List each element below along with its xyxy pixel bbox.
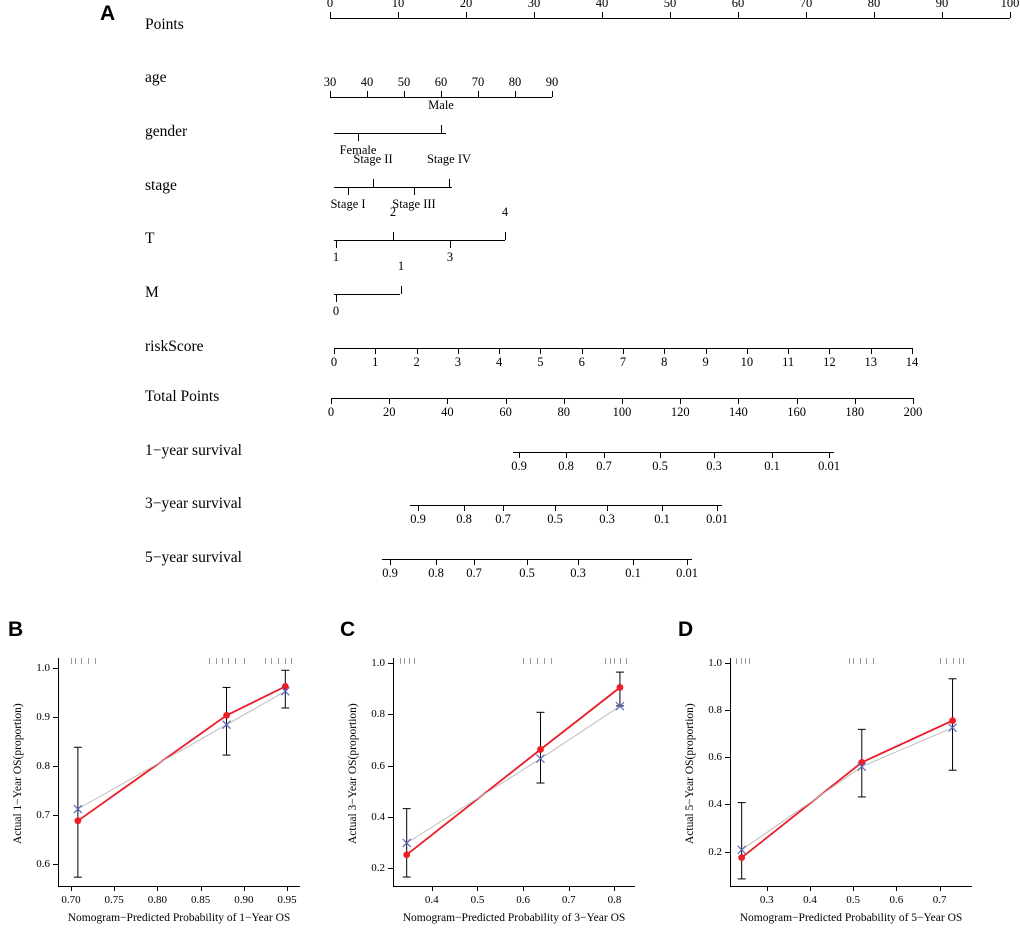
nomogram-tick-label-survival-5-year: 0.9 xyxy=(382,566,398,580)
x-tick-label-c: 0.4 xyxy=(424,894,439,906)
y-axis-label-c: Actual 3−Year OS(proportion) xyxy=(347,703,359,844)
nomogram-tick-survival-3-year xyxy=(717,505,718,511)
nomogram-tick-survival-1-year xyxy=(604,452,605,458)
nomogram-tick-age xyxy=(367,91,368,97)
y-tick-label-b: 0.8 xyxy=(36,759,50,772)
nomogram-tick-age xyxy=(552,91,553,97)
nomogram-tick-label-total-points: 160 xyxy=(787,405,806,419)
nomogram-tick-survival-1-year xyxy=(566,452,567,458)
nomogram-category-label-stage: Stage II xyxy=(353,152,393,166)
y-tick-label-c: 0.8 xyxy=(371,708,385,721)
nomogram-tick-label-riskScore: 13 xyxy=(864,355,877,369)
nomogram-tick-points xyxy=(874,12,875,18)
nomogram-tick-stage xyxy=(348,187,349,195)
nomogram-tick-age xyxy=(515,91,516,97)
nomogram-tick-total-points xyxy=(564,398,565,404)
nomogram-tick-riskScore xyxy=(334,348,335,354)
y-tick-label-c: 0.4 xyxy=(371,810,385,823)
nomogram-tick-label-riskScore: 2 xyxy=(413,355,420,369)
nomogram-tick-label-total-points: 200 xyxy=(903,405,923,419)
x-axis-label-b: Nomogram−Predicted Probability of 1−Year OS xyxy=(67,912,291,924)
nomogram-tick-label-points: 0 xyxy=(326,0,334,10)
nomogram-tick-total-points xyxy=(506,398,507,404)
nomogram-tick-survival-5-year xyxy=(687,559,688,565)
nomogram-tick-riskScore xyxy=(747,348,748,354)
nomogram-category-label-T: 1 xyxy=(332,250,340,264)
nomogram-axis-gender xyxy=(334,133,446,134)
y-tick-label-b: 0.6 xyxy=(36,857,50,870)
nomogram-tick-survival-3-year xyxy=(418,505,419,511)
x-tick-label-d: 0.4 xyxy=(803,894,817,906)
nomogram-tick-label-points: 80 xyxy=(867,0,881,10)
nomogram-tick-stage xyxy=(449,179,450,187)
y-tick-label-c: 1.0 xyxy=(371,657,385,670)
series-line-c xyxy=(407,688,620,855)
nomogram-tick-T xyxy=(336,240,337,248)
y-tick-label-d: 0.2 xyxy=(708,845,722,858)
nomogram-tick-total-points xyxy=(680,398,681,404)
nomogram-tick-total-points xyxy=(855,398,856,404)
nomogram-tick-label-total-points: 40 xyxy=(441,405,454,419)
y-tick-label-b: 1.0 xyxy=(36,661,50,674)
nomogram-tick-total-points xyxy=(389,398,390,404)
data-point-c xyxy=(537,746,544,753)
x-tick-label-c: 0.5 xyxy=(470,894,485,906)
nomogram-tick-label-riskScore: 5 xyxy=(537,355,544,369)
nomogram-tick-label-survival-5-year: 0.01 xyxy=(676,566,698,580)
nomogram-tick-points xyxy=(1010,12,1011,18)
nomogram-tick-T xyxy=(505,232,506,240)
nomogram-row-label-survival-5-year: 5−year survival xyxy=(145,549,242,566)
nomogram-tick-survival-3-year xyxy=(555,505,556,511)
nomogram-tick-label-points: 10 xyxy=(391,0,405,10)
nomogram-tick-points xyxy=(942,12,943,18)
x-tick-label-d: 0.6 xyxy=(889,894,904,906)
y-axis-label-b: Actual 1−Year OS(proportion) xyxy=(12,703,24,844)
nomogram-tick-label-riskScore: 4 xyxy=(496,355,503,369)
nomogram-tick-age xyxy=(441,91,442,97)
series-line-b xyxy=(78,686,285,820)
nomogram-tick-label-riskScore: 10 xyxy=(740,355,754,369)
nomogram-tick-label-survival-3-year: 0.01 xyxy=(706,512,728,526)
nomogram-row-label-total-points: Total Points xyxy=(145,388,220,405)
nomogram-tick-total-points xyxy=(913,398,914,404)
nomogram-tick-label-points: 90 xyxy=(935,0,949,10)
nomogram-tick-label-age: 60 xyxy=(434,75,448,89)
nomogram-tick-points xyxy=(330,12,331,18)
data-point-c xyxy=(403,851,410,858)
nomogram-tick-label-riskScore: 6 xyxy=(578,355,585,369)
nomogram-tick-label-riskScore: 11 xyxy=(782,355,795,369)
nomogram-tick-label-survival-3-year: 0.1 xyxy=(654,512,670,526)
nomogram-tick-T xyxy=(450,240,451,248)
nomogram-tick-survival-1-year xyxy=(519,452,520,458)
nomogram-tick-gender xyxy=(441,125,442,133)
nomogram-tick-points xyxy=(806,12,807,18)
data-point-b xyxy=(74,817,81,824)
nomogram-tick-label-total-points: 140 xyxy=(729,405,748,419)
nomogram-axis-stage xyxy=(334,187,452,188)
y-tick-label-b: 0.7 xyxy=(36,808,50,821)
nomogram-tick-label-total-points: 60 xyxy=(499,405,512,419)
nomogram-tick-label-survival-5-year: 0.3 xyxy=(570,566,586,580)
nomogram-tick-riskScore xyxy=(582,348,583,354)
nomogram-axis-survival-3-year xyxy=(410,505,722,506)
nomogram-category-label-T: 2 xyxy=(389,205,397,219)
nomogram-row-label-M: M xyxy=(145,284,159,301)
nomogram-tick-survival-3-year xyxy=(503,505,504,511)
panel-letter-a: A xyxy=(100,2,116,25)
nomogram-tick-survival-3-year xyxy=(607,505,608,511)
nomogram-tick-age xyxy=(330,91,331,97)
x-tick-label-b: 0.70 xyxy=(61,894,81,906)
x-tick-label-c: 0.8 xyxy=(607,894,622,906)
nomogram-tick-label-survival-3-year: 0.7 xyxy=(495,512,511,526)
nomogram-tick-total-points xyxy=(331,398,332,404)
data-point-b xyxy=(223,712,230,719)
nomogram-category-label-gender: Male xyxy=(428,98,454,112)
nomogram-category-label-M: 0 xyxy=(332,304,340,318)
nomogram-tick-T xyxy=(393,232,394,240)
nomogram-tick-label-survival-3-year: 0.9 xyxy=(410,512,426,526)
nomogram-row-label-stage: stage xyxy=(145,177,177,194)
nomogram-tick-label-total-points: 20 xyxy=(382,405,396,419)
nomogram-tick-stage xyxy=(373,179,374,187)
x-tick-label-b: 0.75 xyxy=(104,894,124,906)
x-tick-label-b: 0.90 xyxy=(234,894,254,906)
nomogram-category-label-T: 3 xyxy=(446,250,454,264)
nomogram-row-label-age: age xyxy=(145,69,167,86)
series-line-b xyxy=(78,691,285,809)
y-tick-label-d: 1.0 xyxy=(708,656,722,669)
nomogram-tick-label-survival-3-year: 0.8 xyxy=(456,512,472,526)
nomogram-tick-label-riskScore: 1 xyxy=(372,355,379,369)
nomogram-tick-label-age: 40 xyxy=(360,75,374,89)
nomogram-tick-points xyxy=(534,12,535,18)
nomogram-tick-points xyxy=(466,12,467,18)
nomogram-row-label-gender: gender xyxy=(145,123,188,140)
nomogram-tick-stage xyxy=(414,187,415,195)
error-bar-d xyxy=(738,803,746,879)
x-tick-label-b: 0.85 xyxy=(190,894,211,906)
nomogram-tick-survival-5-year xyxy=(390,559,391,565)
panel-letter-b: B xyxy=(8,618,24,641)
nomogram-tick-label-survival-5-year: 0.8 xyxy=(428,566,444,580)
nomogram-tick-label-riskScore: 9 xyxy=(702,355,709,369)
x-tick-label-b: 0.95 xyxy=(277,894,297,906)
nomogram-tick-riskScore xyxy=(912,348,913,354)
nomogram-tick-label-riskScore: 14 xyxy=(905,355,919,369)
nomogram-tick-label-points: 20 xyxy=(459,0,473,10)
nomogram-tick-label-age: 80 xyxy=(508,75,522,89)
nomogram-tick-label-survival-1-year: 0.9 xyxy=(511,459,527,473)
nomogram-tick-label-survival-1-year: 0.1 xyxy=(764,459,780,473)
nomogram-tick-label-points: 50 xyxy=(663,0,677,10)
x-axis-label-c: Nomogram−Predicted Probability of 3−Year OS xyxy=(402,912,626,924)
x-tick-label-d: 0.5 xyxy=(846,894,861,906)
y-tick-label-b: 0.9 xyxy=(36,710,50,723)
nomogram-tick-riskScore xyxy=(458,348,459,354)
nomogram-tick-label-survival-1-year: 0.7 xyxy=(596,459,612,473)
nomogram-tick-label-survival-5-year: 0.5 xyxy=(519,566,535,580)
nomogram-category-label-M: 1 xyxy=(397,259,405,273)
series-layer-b xyxy=(58,658,320,906)
nomogram-tick-survival-5-year xyxy=(578,559,579,565)
y-tick-label-c: 0.6 xyxy=(371,759,385,772)
nomogram-tick-survival-3-year xyxy=(662,505,663,511)
nomogram-axis-survival-5-year xyxy=(382,559,692,560)
nomogram-tick-age xyxy=(404,91,405,97)
data-point-c xyxy=(617,684,624,691)
nomogram-tick-points xyxy=(398,12,399,18)
nomogram-axis-T xyxy=(334,240,505,241)
nomogram-tick-survival-5-year xyxy=(474,559,475,565)
nomogram-tick-label-points: 60 xyxy=(731,0,745,10)
nomogram-tick-riskScore xyxy=(540,348,541,354)
nomogram-tick-label-riskScore: 0 xyxy=(330,355,338,369)
nomogram-tick-label-age: 70 xyxy=(471,75,485,89)
nomogram-row-label-riskScore: riskScore xyxy=(145,338,204,355)
panel-letter-c: C xyxy=(340,618,356,641)
nomogram-tick-survival-5-year xyxy=(436,559,437,565)
nomogram-row-label-T: T xyxy=(145,230,155,247)
nomogram-category-label-gender: Female xyxy=(339,143,377,157)
nomogram-tick-label-riskScore: 12 xyxy=(823,355,836,369)
nomogram-tick-riskScore xyxy=(829,348,830,354)
nomogram-tick-label-total-points: 80 xyxy=(557,405,571,419)
nomogram-tick-label-survival-5-year: 0.1 xyxy=(625,566,641,580)
nomogram-tick-total-points xyxy=(447,398,448,404)
y-tick-label-d: 0.6 xyxy=(708,751,722,764)
nomogram-tick-M xyxy=(336,294,337,302)
panel-letter-d: D xyxy=(678,618,694,641)
y-tick-label-d: 0.4 xyxy=(708,798,722,811)
nomogram-tick-survival-1-year xyxy=(829,452,830,458)
nomogram-tick-M xyxy=(401,286,402,294)
nomogram-category-label-stage: Stage I xyxy=(330,197,366,211)
nomogram-tick-label-survival-1-year: 0.8 xyxy=(558,459,574,473)
nomogram-tick-label-age: 30 xyxy=(323,75,337,89)
nomogram-tick-total-points xyxy=(622,398,623,404)
nomogram-tick-label-total-points: 100 xyxy=(612,405,632,419)
nomogram-tick-riskScore xyxy=(499,348,500,354)
series-layer-d xyxy=(730,658,992,906)
x-tick-label-d: 0.3 xyxy=(759,894,774,906)
nomogram-tick-label-points: 30 xyxy=(527,0,541,10)
nomogram-tick-gender xyxy=(358,133,359,141)
data-point-d xyxy=(949,717,956,724)
data-point-d xyxy=(738,854,745,861)
nomogram-tick-label-total-points: 120 xyxy=(670,405,690,419)
nomogram-tick-label-points: 70 xyxy=(799,0,813,10)
nomogram-tick-survival-1-year xyxy=(660,452,661,458)
nomogram-tick-riskScore xyxy=(706,348,707,354)
nomogram-axis-M xyxy=(334,294,400,295)
nomogram-category-label-stage: Stage IV xyxy=(426,152,472,166)
nomogram-tick-survival-1-year xyxy=(714,452,715,458)
nomogram-tick-riskScore xyxy=(417,348,418,354)
nomogram-tick-survival-5-year xyxy=(527,559,528,565)
nomogram-tick-label-total-points: 0 xyxy=(327,405,335,419)
nomogram-tick-label-age: 50 xyxy=(397,75,411,89)
nomogram-tick-label-points: 100 xyxy=(1000,0,1020,10)
nomogram-tick-total-points xyxy=(738,398,739,404)
nomogram-row-label-survival-3-year: 3−year survival xyxy=(145,495,242,512)
nomogram-tick-riskScore xyxy=(375,348,376,354)
calibration-plot-3-year xyxy=(335,640,655,940)
y-tick-label-d: 0.8 xyxy=(708,703,722,716)
nomogram-tick-survival-5-year xyxy=(633,559,634,565)
nomogram-tick-label-riskScore: 7 xyxy=(619,355,627,369)
x-tick-label-b: 0.80 xyxy=(147,894,168,906)
nomogram-tick-label-riskScore: 3 xyxy=(454,355,461,369)
nomogram-tick-label-survival-3-year: 0.5 xyxy=(547,512,563,526)
nomogram-tick-survival-1-year xyxy=(772,452,773,458)
nomogram-row-label-points: Points xyxy=(145,16,184,33)
nomogram-tick-label-survival-5-year: 0.7 xyxy=(466,566,482,580)
nomogram-tick-label-survival-3-year: 0.3 xyxy=(599,512,615,526)
nomogram-tick-label-points: 40 xyxy=(595,0,609,10)
nomogram-tick-riskScore xyxy=(788,348,789,354)
nomogram-tick-label-survival-1-year: 0.01 xyxy=(818,459,840,473)
x-axis-label-d: Nomogram−Predicted Probability of 5−Year OS xyxy=(739,912,963,924)
nomogram-tick-total-points xyxy=(797,398,798,404)
nomogram-category-label-T: 4 xyxy=(501,205,509,219)
nomogram-axis-points xyxy=(330,18,1010,19)
y-axis-label-d: Actual 5−Year OS(proportion) xyxy=(684,703,696,844)
nomogram-tick-label-total-points: 180 xyxy=(845,405,865,419)
y-tick-label-c: 0.2 xyxy=(371,862,385,875)
nomogram-tick-label-survival-1-year: 0.5 xyxy=(652,459,668,473)
x-tick-label-c: 0.6 xyxy=(516,894,530,906)
nomogram-tick-label-riskScore: 8 xyxy=(661,355,668,369)
nomogram-category-label-stage: Stage III xyxy=(392,197,436,211)
nomogram-tick-points xyxy=(670,12,671,18)
nomogram-axis-survival-1-year xyxy=(513,452,834,453)
x-tick-label-d: 0.7 xyxy=(932,894,947,906)
nomogram-row-label-survival-1-year: 1−year survival xyxy=(145,442,242,459)
x-tick-label-c: 0.7 xyxy=(561,894,576,906)
calibration-plot-5-year xyxy=(672,640,992,940)
nomogram-tick-survival-3-year xyxy=(464,505,465,511)
nomogram-tick-label-survival-1-year: 0.3 xyxy=(706,459,722,473)
calibration-plot-1-year xyxy=(0,640,320,940)
nomogram-tick-riskScore xyxy=(623,348,624,354)
series-layer-c xyxy=(393,658,655,906)
nomogram-tick-riskScore xyxy=(664,348,665,354)
nomogram-tick-age xyxy=(478,91,479,97)
nomogram-tick-points xyxy=(738,12,739,18)
nomogram-tick-riskScore xyxy=(871,348,872,354)
nomogram-tick-label-age: 90 xyxy=(545,75,559,89)
series-line-c xyxy=(407,706,620,843)
nomogram-tick-points xyxy=(602,12,603,18)
